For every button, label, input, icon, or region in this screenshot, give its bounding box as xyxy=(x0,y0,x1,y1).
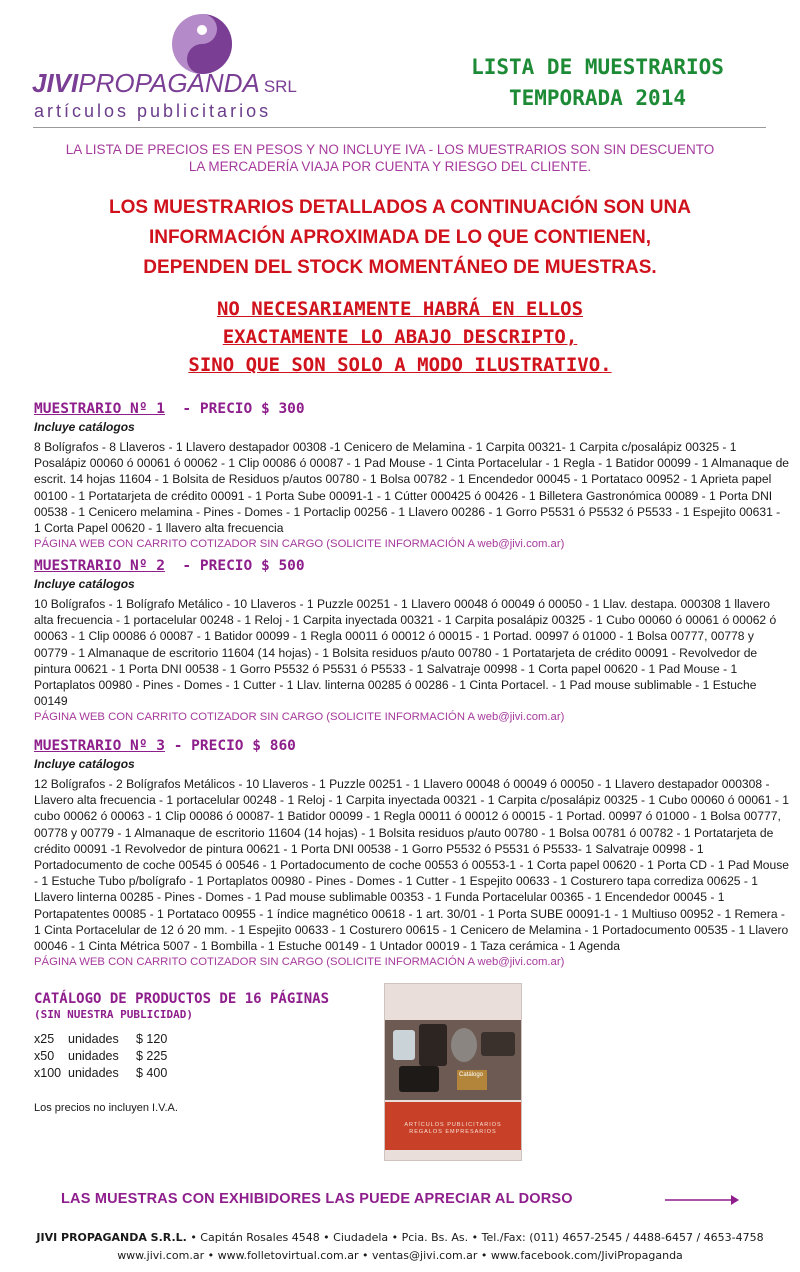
stock-warning: LOS MUESTRARIOS DETALLADOS A CONTINUACIÓN SON UNA INFORMACIÓN APROXIMADA DE LO QUE CONTIENEN, DEPENDEN DEL STOCK MOMENTÁNEO DE MUESTRAS. xyxy=(109,197,691,278)
web-cart-info: PÁGINA WEB CON CARRITO COTIZADOR SIN CARGO (SOLICITE INFORMACIÓN A web@jivi.com.ar) xyxy=(34,711,565,724)
sample-kit-contents: 8 Bolígrafos - 8 Llaveros - 1 Llavero destapador 00308 -1 Cenicero de Melamina - 1 Carpita 00321- 1 Carpita c/posalápiz 00325 - 1 Posalápiz 00060 ó 00061 ó 00062 - 1 Clip 00086 ó 00087 - 1 Pad Mouse - 1 Cinta Portacelular - 1 Regla - 1 Batidor 00099 - 1 Almanaque de escrit. 14 hojas 11604 - 1 Bolsita de Residuos p/autos 00780 - 1 Bolsa 00782 - 1 Encendedor 00045 - 1 Portataco 00952 - 1 Aprieta papel 00100 - 1 Portatarjeta de crédito 00091 - 1 Porta Sube 00091-1 - 1 Cútter 000425 ó 00426 - 1 Billetera Gastronómica 00089 - 1 Porta DNI 00538 - 1 Cenicero melamina - Pines - Domes - 1 Portaclip 00256 - 1 Llavero 00286 - 1 Gorro P5531 ó P5532 ó P5533 - 1 Espejito 00631 - 1 Corta Papel 00620 - 1 llavero alta frecuencia xyxy=(34,440,790,536)
sample-kit-2 xyxy=(34,557,790,725)
cover-strip: ARTÍCULOS PUBLICITARIOS REGALOS EMPRESARIOS xyxy=(385,1102,521,1150)
company-logo xyxy=(30,10,390,122)
header-divider xyxy=(33,127,766,128)
logo-tagline: artículos publicitarios xyxy=(34,101,272,121)
arrow-right-icon xyxy=(665,1193,739,1207)
catalog-cover-image xyxy=(384,983,522,1161)
price-notice: LA LISTA DE PRECIOS ES EN PESOS Y NO INCLUYE IVA - LOS MUESTRARIOS SON SIN DESCUENTO LA MERCADERÍA VIAJA POR CUENTA Y RIESGO DEL CLIENTE. xyxy=(65,142,715,174)
price-row: x25 unidades $ 120 xyxy=(34,1032,168,1046)
includes-label: Incluye catálogos xyxy=(34,757,135,771)
company-contact: JIVI PROPAGANDA S.R.L. • Capitán Rosales 4548 • Ciudadela • Pcia. Bs. As. • Tel./Fax: (011) 4657-2545 / 4488-6457 / 4653-4758 xyxy=(36,1231,764,1244)
sample-kit-title: MUESTRARIO Nº 2 - PRECIO $ 500 xyxy=(34,558,305,574)
back-page-note: LAS MUESTRAS CON EXHIBIDORES LAS PUEDE APRECIAR AL DORSO xyxy=(61,1191,573,1207)
vat-note: Los precios no incluyen I.V.A. xyxy=(34,1102,178,1114)
sample-kit-title: MUESTRARIO Nº 3 - PRECIO $ 860 xyxy=(34,738,296,754)
includes-label: Incluye catálogos xyxy=(34,420,135,434)
sample-kit-3 xyxy=(34,737,790,970)
web-cart-info: PÁGINA WEB CON CARRITO COTIZADOR SIN CARGO (SOLICITE INFORMACIÓN A web@jivi.com.ar) xyxy=(34,538,565,551)
price-row: x50 unidades $ 225 xyxy=(34,1049,168,1063)
sample-kit-title: MUESTRARIO Nº 1 - PRECIO $ 300 xyxy=(34,401,305,417)
page-title: LISTA DE MUESTRARIOS TEMPORADA 2014 xyxy=(471,55,724,110)
catalog-price-table xyxy=(34,1031,167,1082)
sample-kit-1 xyxy=(34,400,790,552)
sample-kit-contents: 10 Bolígrafos - 1 Bolígrafo Metálico - 10 Llaveros - 1 Puzzle 00251 - 1 Llavero 00048 ó 00049 ó 00050 - 1 Llav. destapa. 000308 1 llavero alta frecuencia - 1 portacelular 00248 - 1 Reloj - 1 Carpita inyectada 00321 - 1 Carpita posalápiz 00325 - 1 Cubo 00060 ó 00061 ó 00062 ó 00063 - 1 Clip 00086 ó 00087 - 1 Batidor 00099 - 1 Regla 00011 ó 00012 ó 00015 - 1 Portad. 00997 ó 01000 - 1 Bolsa 00777, 00778 y 00779 - 1 Almanaque de escritorio 11604 (14 hojas) - 1 Bolsita residuos p/auto 00780 - 1 Portatarjeta de crédito 00091 - Revolvedor de pintura 00621 - 1 Porta DNI 00538 - 1 Gorro P5532 ó P5531 ó P5533 - 1 Salvatraje 00998 - 1 Corta papel 00620 - 1 Pad Mouse - 1 Portaplatos 00980 - Pines - Domes - 1 Cutter - 1 Llav. linterna 00285 ó 00286 - 1 Cinta Portacel. - 1 Pad mouse sublimable - 1 Estuche 00149 xyxy=(34,597,777,709)
sample-kit-contents: 12 Bolígrafos - 2 Bolígrafos Metálicos - 10 Llaveros - 1 Puzzle 00251 - 1 Llavero 00048 ó 00049 ó 00050 - 1 Llavero destapador 000308 - Llavero alta frecuencia - 1 portacelular 00248 - 1 Reloj - 1 Carpita inyectada 00321 - 1 Carpita c/posalápiz 00325 - 1 Cubo 00060 ó 00061 - 1 cubo 00062 ó 00063 - 1 Clip 00086 ó 00087- 1 Batidor 00099 - 1 Regla 00011 ó 00012 ó 00015 - 1 Portad. 00997 ó 01000 - 1 Bolsa 00777, 00778 y 00779 - 1 Almanaque de escritorio 11604 (14 hojas) - 1 Bolsita residuos p/auto 00780 - 1 Bolsa 00781 ó 00782 - 1 Portatarjeta de crédito 00091 -1 Revolvedor de pintura 00621 - 1 Porta DNI 00538 - 1 Gorro P5532 ó P5531 ó P5533- 1 Salvatraje 00998 - 1 Portadocumento de coche 00545 ó 00546 - 1 Portadocumento de coche 00553 ó 00553-1 - 1 Corta papel 00620 - 1 Porta CD - 1 Pad Mouse - 1 Estuche Tubo p/bolígrafo - 1 Portaplatos 00980 - Pines - Domes - 1 Cutter - 1 Espejito 00633 - 1 Costurero tapa corrediza 00625 - 1 Llavero linterna 00285 - Pines - Domes - 1 Pad mouse sublimable 00353 - 1 Funda Portacelular 00365 - 1 Encendedor 00045 - 1 Portapatentes 00085 - 1 Portataco 00955 - 1 índice magnético 00618 - 1 art. 30/01 - 1 Porta SUBE 00091-1 - 1 Multiuso 00952 - 1 Remera - 1 Cinta Portacelular de 12 ó 20 mm. - 1 Espejito 00633 - 1 Costurero 00615 - 1 Cenicero de Melamina - 1 Portadocumento 00535 - 1 Llavero 00046 - 1 Cinta Métrica 5007 - 1 Bombilla - 1 Estuche 00149 - 1 Untador 00019 - 1 Taza cerámica - 1 Agenda xyxy=(34,777,790,954)
includes-label: Incluye catálogos xyxy=(34,577,135,591)
cover-label: Catálogo xyxy=(457,1070,487,1090)
catalog-title: CATÁLOGO DE PRODUCTOS DE 16 PÁGINAS xyxy=(34,991,330,1007)
company-links[interactable]: www.jivi.com.ar • www.folletovirtual.com.ar • ventas@jivi.com.ar • www.facebook.com/JiviPropaganda xyxy=(117,1249,683,1262)
illustrative-warning: NO NECESARIAMENTE HABRÁ EN ELLOS EXACTAMENTE LO ABAJO DESCRIPTO, SINO QUE SON SOLO A MODO ILUSTRATIVO. xyxy=(188,298,612,376)
price-row: x100 unidades $ 400 xyxy=(34,1066,168,1080)
web-cart-info: PÁGINA WEB CON CARRITO COTIZADOR SIN CARGO (SOLICITE INFORMACIÓN A web@jivi.com.ar) xyxy=(34,956,565,969)
catalog-subtitle: (SIN NUESTRA PUBLICIDAD) xyxy=(34,1008,193,1021)
logo-mark-icon xyxy=(170,12,234,76)
logo-wordmark: JIVIPROPAGANDA SRL xyxy=(32,68,297,98)
